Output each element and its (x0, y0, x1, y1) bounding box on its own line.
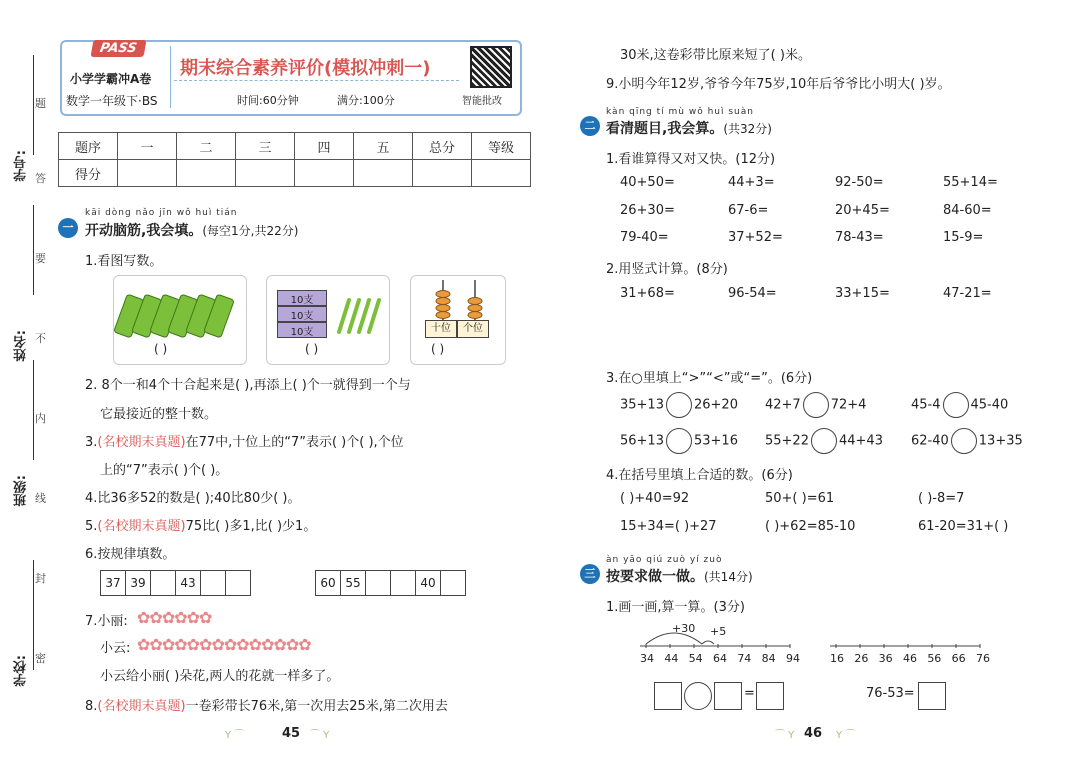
bundles-icon (114, 284, 244, 344)
compare-right: 53+16 (693, 433, 738, 449)
tick-label: 94 (785, 652, 800, 665)
section-title-text: 按要求做一做。 (606, 569, 704, 585)
seq-cell-blank[interactable] (201, 571, 226, 596)
tick-label: 26 (854, 652, 869, 665)
compare-right: 26+20 (693, 397, 738, 413)
calc-item[interactable]: 55+14= (943, 175, 998, 190)
compare-left: 42+7 (765, 397, 801, 413)
abacus-icon (413, 278, 503, 322)
box-label: 10支 (277, 290, 327, 306)
picture-bundles (113, 275, 247, 365)
calc-item[interactable]: 15-9= (943, 230, 984, 245)
seq-cell-blank[interactable] (366, 571, 391, 596)
section-pinyin: kāi dòng nǎo jīn wǒ huì tián (85, 208, 238, 218)
question-tag: (名校期末真题) (97, 699, 186, 714)
compare-left: 45-4 (911, 397, 941, 413)
score-cell[interactable] (295, 160, 354, 187)
sprout-icon: Y ⌒ (836, 730, 856, 741)
question-text: 在77中,十位上的“7”表示( )个( ),个位 (185, 435, 404, 450)
section-badge: 一 (58, 218, 78, 238)
fill-item[interactable]: 50+( )=61 (765, 491, 835, 506)
compare-item (620, 428, 738, 454)
question-1-label: 1.看图写数。 (85, 254, 163, 269)
calc-item[interactable]: 92-50= (835, 175, 884, 190)
section-points: (共32分) (723, 122, 772, 136)
question-2-line1: 2. 8个一和4个十合起来是( ),再添上( )个一就得到一个与 (85, 378, 411, 393)
question-5 (85, 515, 316, 534)
margin-char: 线 (35, 492, 46, 505)
margin-line (33, 560, 34, 670)
margin-char: 不 (35, 332, 46, 345)
compare-right: 13+35 (978, 433, 1023, 449)
calc-item[interactable]: 26+30= (620, 203, 675, 218)
tick-label: 46 (902, 652, 917, 665)
answer-box[interactable] (654, 682, 682, 710)
question-text: 一卷彩带长76米,第一次用去25米,第二次用去 (185, 699, 448, 714)
margin-char: 内 (35, 412, 46, 425)
question-3-line1 (85, 431, 404, 450)
seq-cell: 43 (176, 571, 201, 596)
seq-cell: 55 (341, 571, 366, 596)
question-9: 9.小明今年12岁,爷爷今年75岁,10年后爷爷比小明大( )岁。 (606, 77, 951, 92)
tick-label: 64 (712, 652, 727, 665)
compare-circle[interactable] (951, 428, 977, 454)
compare-circle[interactable] (811, 428, 837, 454)
compare-item (620, 392, 738, 418)
section-pinyin: kàn qīng tí mù wǒ huì suàn (606, 107, 754, 117)
question-tag: (名校期末真题) (97, 519, 186, 534)
calc-item[interactable]: 20+45= (835, 203, 890, 218)
draw-label: 1.画一画,算一算。(3分) (606, 600, 745, 615)
question-number: 5. (85, 519, 98, 534)
section-title-text: 开动脑筋,我会填。 (85, 223, 203, 239)
question-number: 3. (85, 435, 98, 450)
section-title (606, 566, 753, 586)
answer-box[interactable] (714, 682, 742, 710)
fill-item[interactable]: 61-20=31+( ) (918, 519, 1009, 534)
vertical-calc-item[interactable]: 31+68= (620, 286, 675, 301)
calc-item[interactable]: 78-43= (835, 230, 884, 245)
seq-cell-blank[interactable] (391, 571, 416, 596)
seq-cell: 39 (126, 571, 151, 596)
question-text: 75比( )多1,比( )少1。 (185, 519, 317, 534)
compare-left: 35+13 (620, 397, 664, 413)
box-label: 10支 (277, 306, 327, 322)
tick-label: 44 (664, 652, 679, 665)
compare-circle[interactable] (666, 428, 692, 454)
tick-label: 54 (688, 652, 703, 665)
compare-circle[interactable] (803, 392, 829, 418)
compare-item (911, 428, 1023, 454)
score-row-label: 得分 (59, 160, 118, 187)
answer-box[interactable] (918, 682, 946, 710)
equals-sign: = (744, 686, 755, 701)
sprout-icon: ⌒ Y (310, 730, 330, 741)
compare-label: 3.在○里填上“>”“<”或“=”。(6分) (606, 371, 813, 386)
compare-circle[interactable] (943, 392, 969, 418)
exam-score: 满分:100分 (337, 94, 395, 107)
compare-item (765, 428, 883, 454)
number-line-2-ticks (830, 652, 990, 665)
question-7-text: 小云给小丽( )朵花,两人的花就一样多了。 (100, 669, 340, 684)
compare-right: 45-40 (970, 397, 1009, 413)
score-header: 等级 (472, 133, 531, 160)
question-6-label: 6.按规律填数。 (85, 547, 176, 562)
qr-code-icon[interactable] (470, 46, 512, 88)
calc-item[interactable]: 40+50= (620, 175, 675, 190)
answer-blank[interactable]: ( ) (431, 342, 445, 356)
section-title (606, 118, 772, 138)
tick-label: 34 (640, 652, 654, 665)
exam-header (60, 40, 522, 116)
compare-right: 44+43 (838, 433, 883, 449)
divider (170, 46, 171, 108)
seq-cell: 37 (101, 571, 126, 596)
score-header: 题序 (59, 133, 118, 160)
class-label: 班级: (14, 475, 29, 507)
compare-circle[interactable] (666, 392, 692, 418)
answer-box[interactable] (756, 682, 784, 710)
calc-item[interactable]: 84-60= (943, 203, 992, 218)
abacus-ones-label: 个位 (457, 320, 489, 338)
seq-cell: 40 (416, 571, 441, 596)
margin-char: 题 (35, 97, 46, 110)
section-badge: 二 (580, 116, 600, 136)
question-tag: (名校期末真题) (97, 435, 186, 450)
compare-item (765, 392, 866, 418)
fill-label: 4.在括号里填上合适的数。(6分) (606, 468, 793, 483)
flowers-icon: ✿✿✿✿✿✿ (137, 608, 212, 627)
abacus-tens-label: 十位 (425, 320, 457, 338)
score-cell[interactable] (236, 160, 295, 187)
score-cell[interactable] (472, 160, 531, 187)
score-cell[interactable] (177, 160, 236, 187)
seq-cell-blank[interactable] (151, 571, 176, 596)
calc-item[interactable]: 79-40= (620, 230, 669, 245)
fill-item[interactable]: 15+34=( )+27 (620, 519, 717, 534)
margin-line (33, 55, 34, 155)
divider (174, 80, 459, 81)
calc-2-label: 2.用竖式计算。(8分) (606, 262, 728, 277)
fill-item[interactable]: ( )+62=85-10 (765, 519, 856, 534)
school-label: 学校: (14, 655, 29, 687)
sprout-icon: Y ⌒ (225, 730, 245, 741)
compare-left: 62-40 (911, 433, 949, 449)
score-header: 三 (236, 133, 295, 160)
score-cell[interactable] (354, 160, 413, 187)
tick-label: 66 (951, 652, 966, 665)
fill-item[interactable]: ( )+40=92 (620, 491, 690, 506)
picture-abacus (410, 275, 506, 365)
box-label: 10支 (277, 322, 327, 338)
tick-label: 56 (927, 652, 942, 665)
series-name: 小学学霸冲A卷 (70, 72, 152, 86)
brand-logo: PASS (91, 40, 147, 57)
answer-blank[interactable]: ( ) (154, 342, 168, 356)
section-badge: 三 (580, 564, 600, 584)
sequence-1 (100, 570, 251, 596)
vertical-calc-item[interactable]: 47-21= (943, 286, 992, 301)
fill-item[interactable]: ( )-8=7 (918, 491, 965, 506)
calc-1-label: 1.看谁算得又对又快。(12分) (606, 152, 776, 167)
seq-cell-blank[interactable] (226, 571, 251, 596)
compare-left: 56+13 (620, 433, 664, 449)
student-id-label: 学号: (14, 150, 29, 182)
score-header: 五 (354, 133, 413, 160)
margin-line (33, 360, 34, 460)
answer-blank[interactable]: ( ) (305, 342, 319, 356)
question-7-label2: 小云: (100, 641, 131, 656)
seq-cell: 60 (316, 571, 341, 596)
flowers-icon: ✿✿✿✿✿✿✿✿✿✿✿✿✿✿ (137, 635, 311, 654)
margin-char: 封 (35, 572, 46, 585)
section-points: (共14分) (704, 570, 753, 584)
page-number-left: 45 (282, 726, 301, 741)
score-cell[interactable] (118, 160, 177, 187)
exam-title: 期末综合素养评价(模拟冲刺一) (180, 58, 431, 79)
vertical-calc-item[interactable]: 96-54= (728, 286, 777, 301)
vertical-calc-item[interactable]: 33+15= (835, 286, 890, 301)
calc-expression: 76-53= (866, 686, 915, 701)
question-8-continued: 30米,这卷彩带比原来短了( )米。 (620, 48, 811, 63)
margin-line (33, 205, 34, 295)
tick-label: 76 (975, 652, 990, 665)
question-4: 4.比36多52的数是( );40比80少( )。 (85, 491, 301, 506)
score-header: 总分 (413, 133, 472, 160)
question-7-label: 7.小丽: (85, 614, 128, 629)
section-pinyin: àn yāo qiú zuò yí zuò (606, 555, 723, 565)
answer-circle[interactable] (684, 682, 712, 710)
compare-left: 55+22 (765, 433, 809, 449)
compare-right: 72+4 (830, 397, 867, 413)
score-header: 二 (177, 133, 236, 160)
score-cell[interactable] (413, 160, 472, 187)
qr-label: 智能批改 (462, 96, 502, 107)
arc-label: +5 (710, 625, 727, 638)
tick-label: 84 (761, 652, 776, 665)
margin-char: 答 (35, 172, 46, 185)
score-header: 四 (295, 133, 354, 160)
page-number-right: 46 (804, 726, 823, 741)
score-table (58, 132, 531, 187)
margin-char: 密 (35, 652, 46, 665)
sticks-icon (335, 296, 385, 336)
question-number: 8. (85, 699, 98, 714)
question-3-line2: 上的“7”表示( )个( )。 (100, 463, 229, 478)
tick-label: 36 (878, 652, 893, 665)
sprout-icon: ⌒ Y (775, 730, 795, 741)
exam-time: 时间:60分钟 (237, 94, 299, 107)
grade-subject: 数学一年级下·BS (66, 94, 158, 108)
name-label: 姓名: (14, 330, 29, 362)
score-header: 一 (118, 133, 177, 160)
arc-label: +30 (672, 622, 696, 635)
calc-item[interactable]: 44+3= (728, 175, 775, 190)
section-title (85, 220, 298, 240)
calc-item[interactable]: 67-6= (728, 203, 769, 218)
section-title-text: 看清题目,我会算。 (606, 121, 724, 137)
seq-cell-blank[interactable] (441, 571, 466, 596)
question-2-line2: 它最接近的整十数。 (100, 407, 218, 422)
sequence-2 (315, 570, 466, 596)
section-points: (每空1分,共22分) (202, 224, 299, 238)
tick-label: 74 (737, 652, 752, 665)
calc-item[interactable]: 37+52= (728, 230, 783, 245)
tick-label: 16 (830, 652, 844, 665)
number-line-1-ticks (640, 652, 800, 665)
margin-char: 要 (35, 252, 46, 265)
picture-boxes (266, 275, 390, 365)
compare-item (911, 392, 1008, 418)
question-8 (85, 695, 448, 714)
